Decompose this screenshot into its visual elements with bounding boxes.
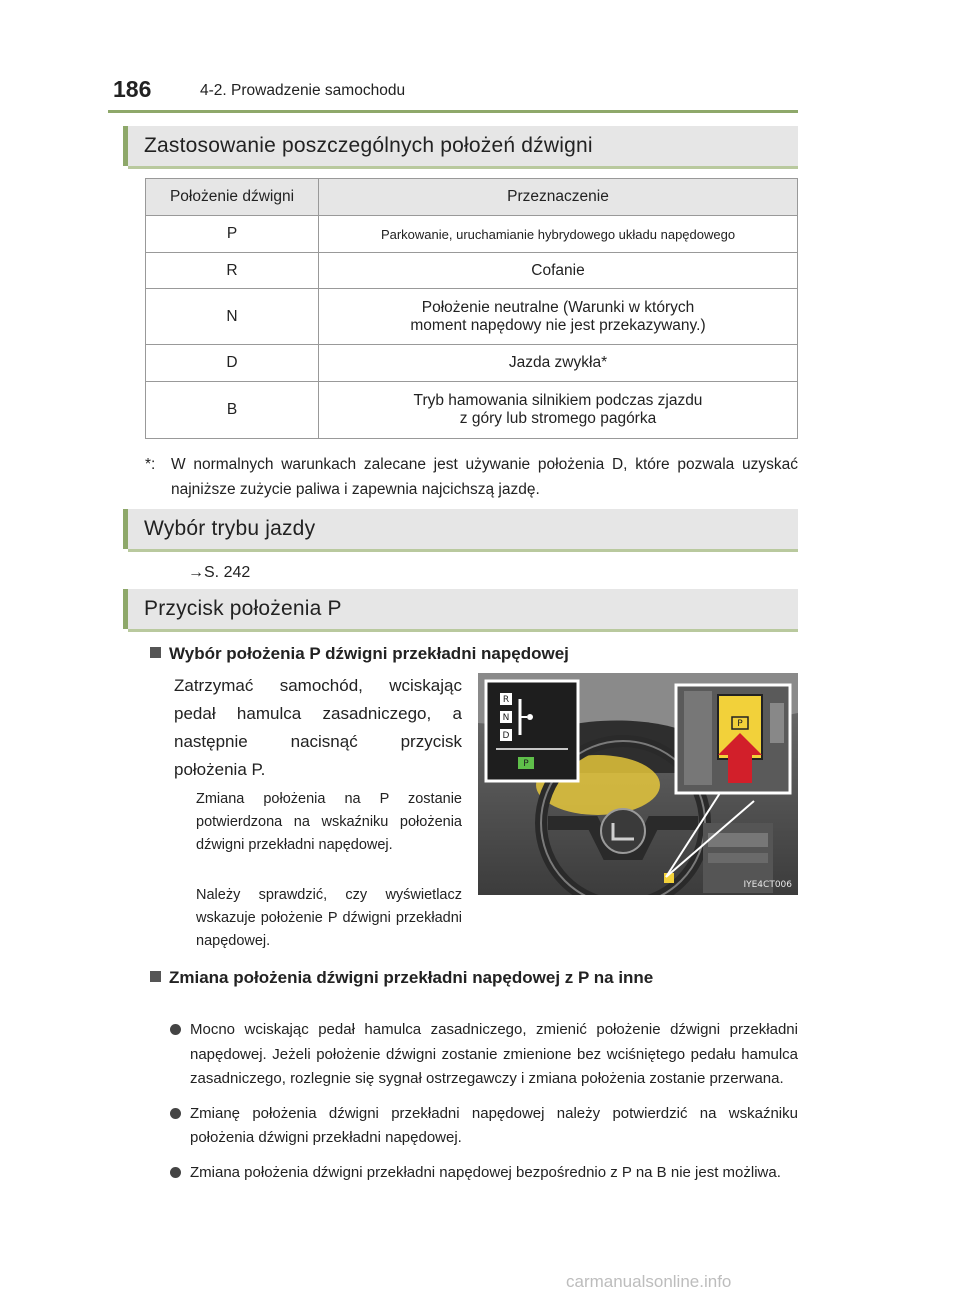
table-cell-purpose (319, 382, 798, 439)
bullet-dot-icon (170, 1167, 181, 1178)
note-check-display: Należy sprawdzić, czy wyświetlacz wskazuje położenie P dźwigni przekładni napędowej. (196, 887, 462, 949)
indicator-label: P (523, 759, 529, 769)
table-header-row (146, 179, 798, 216)
subheading-select-p (150, 644, 569, 664)
section-bar-drive-mode (123, 509, 798, 549)
list-item (168, 1102, 798, 1151)
subheading-text: Wybór położenia P dźwigni przekładni napędowej (169, 644, 569, 663)
running-title: 4-2. Prowadzenie samochodu (200, 82, 406, 99)
bullet-text: Zmiana położenia dźwigni przekładni napędowej bezpośrednio z P na B nie jest możliwa. (190, 1163, 781, 1181)
subheading-change-from-p (150, 968, 653, 988)
purpose-line: Tryb hamowania silnikiem podczas zjazdu (413, 392, 703, 409)
table-cell-purpose (319, 289, 798, 345)
footnote-text: W normalnych warunkach zalecane jest używanie położenia D, które pozwala uzyskać najniższe zużycie paliwa i zapewnia najcichszą jazdę. (171, 456, 798, 498)
section-bar-p-button (123, 589, 798, 629)
column-header-purpose: Przeznaczenie (319, 179, 798, 216)
indicator-label: D (502, 731, 510, 741)
image-code: IYE4CT006 (743, 880, 792, 890)
list-item (168, 1161, 798, 1186)
page-number: 186 (113, 76, 152, 102)
bullet-text: Mocno wciskając pedał hamulca zasadniczego, zmienić położenie dźwigni przekładni napędowej. Jeżeli położenie dźwigni zostanie zmienione bez wciśniętego pedału hamulca zasadniczego, rozlegnie się sygnał ostrzegawczy i zmiana położenia zostanie przerwana. (190, 1021, 798, 1087)
table-row (146, 345, 798, 382)
dashboard-illustration (478, 673, 798, 895)
p-button-label: P (737, 719, 743, 729)
purpose-line: Położenie neutralne (Warunki w których (421, 298, 695, 316)
footer-watermark: carmanualsonline.info (566, 1272, 732, 1291)
column-header-position: Położenie dźwigni (146, 179, 319, 216)
header-rule (108, 110, 798, 113)
bullet-text: Zmianę położenia dźwigni przekładni napędowej należy potwierdzić na wskaźniku położenia dźwigni przekładni napędowej. (190, 1104, 798, 1146)
table-row (146, 253, 798, 289)
table-row (146, 289, 798, 345)
table-row (146, 382, 798, 439)
square-bullet-icon (150, 647, 161, 658)
table-cell-position: B (146, 382, 319, 439)
section-title: Zastosowanie poszczególnych położeń dźwigni (144, 134, 593, 157)
list-item (168, 1018, 798, 1092)
footnote-mark: *: (145, 456, 156, 473)
section-title: Wybór trybu jazdy (144, 517, 316, 540)
table-footnote (145, 452, 798, 502)
table-cell-position: D (146, 345, 319, 382)
instruction-text: Zatrzymać samochód, wciskając pedał hamulca zasadniczego, a następnie nacisnąć przycisk położenia P. (174, 676, 462, 779)
table-cell-position: N (146, 289, 319, 345)
bullet-dot-icon (170, 1108, 181, 1119)
gear-position-table (145, 178, 798, 439)
table-cell-position: P (146, 216, 319, 253)
table-cell-position: R (146, 253, 319, 289)
section-title: Przycisk położenia P (144, 597, 342, 620)
indicator-label: R (502, 695, 510, 705)
indicator-label: N (502, 713, 510, 723)
square-bullet-icon (150, 971, 161, 982)
table-cell-purpose: Cofanie (319, 253, 798, 289)
table-cell-purpose: Jazda zwykła* (319, 345, 798, 382)
bullet-dot-icon (170, 1024, 181, 1035)
table-cell-purpose: Parkowanie, uruchamianie hybrydowego układu napędowego (319, 216, 798, 253)
subheading-text: Zmiana położenia dźwigni przekładni napędowej z P na inne (169, 968, 654, 987)
page-reference-link[interactable]: →S. 242 (188, 564, 251, 581)
purpose-line: moment napędowy nie jest przekazywany.) (410, 316, 706, 334)
note-confirmation: Zmiana położenia na P zostanie potwierdzona na wskaźniku położenia dźwigni przekładni napędowej. (196, 791, 462, 853)
bullet-list (168, 1018, 798, 1195)
purpose-line: z góry lub stromego pagórka (459, 410, 657, 427)
table-row (146, 216, 798, 253)
section-bar-gear-positions (123, 126, 798, 166)
